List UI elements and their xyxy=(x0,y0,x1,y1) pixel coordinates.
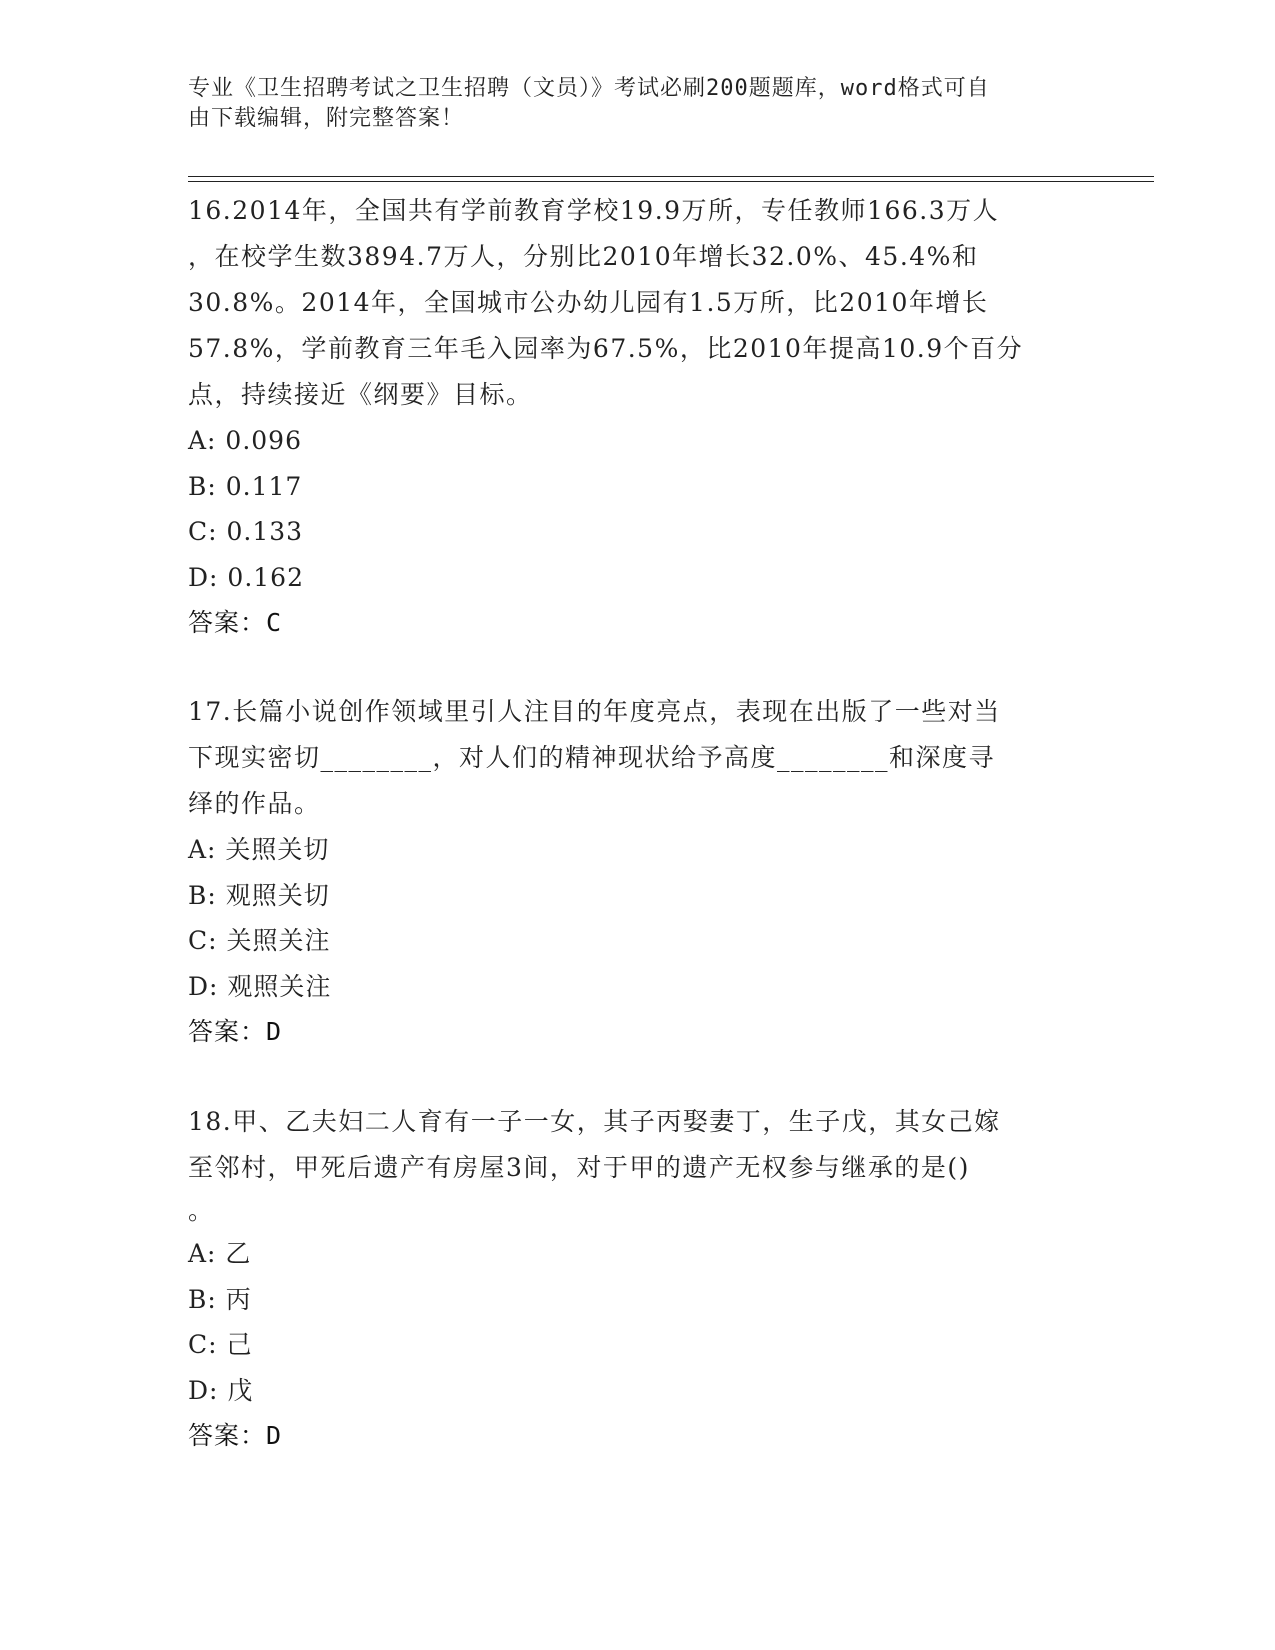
question-stem-line: 16.2014年，全国共有学前教育学校19.9万所，专任教师166.3万人 xyxy=(188,196,1000,225)
header-line-2: 由下载编辑，附完整答案！ xyxy=(188,106,465,131)
option-b: B: 丙 xyxy=(188,1284,252,1314)
document-header xyxy=(188,74,1068,134)
answer-line: 答案：D xyxy=(188,1017,283,1046)
option-d: D: 0.162 xyxy=(188,562,304,592)
question-stem-line: 17.长篇小说创作领域里引人注目的年度亮点，表现在出版了一些对当 xyxy=(188,697,1001,726)
question-17 xyxy=(188,689,1088,1055)
question-18 xyxy=(188,1099,1088,1459)
question-stem-tail: 。 xyxy=(188,1196,214,1225)
option-c: C: 0.133 xyxy=(188,517,304,546)
question-stem-line: 57.8%，学前教育三年毛入园率为67.5%，比2010年提高10.9个百分 xyxy=(188,334,1024,363)
question-stem-line: 18.甲、乙夫妇二人育有一子一女，其子丙娶妻丁，生子戊，其女己嫁 xyxy=(188,1107,1001,1136)
header-divider-bottom xyxy=(188,181,1154,182)
header-line-1: 专业《卫生招聘考试之卫生招聘（文员）》考试必刷200题题库，word格式可自 xyxy=(188,76,990,101)
question-stem-line: ，在校学生数3894.7万人，分别比2010年增长32.0%、45.4%和 xyxy=(188,242,979,271)
question-stem-line: 至邻村，甲死后遗产有房屋3间，对于甲的遗产无权参与继承的是() xyxy=(188,1153,970,1182)
option-c: C: 己 xyxy=(188,1330,253,1359)
option-d: D: 戊 xyxy=(188,1375,254,1405)
option-a: A: 乙 xyxy=(188,1239,252,1268)
question-stem-line: 30.8%。2014年，全国城市公办幼儿园有1.5万所，比2010年增长 xyxy=(188,288,989,317)
answer-line: 答案：D xyxy=(188,1421,283,1450)
option-c: C: 关照关注 xyxy=(188,926,331,955)
answer-line: 答案：C xyxy=(188,608,283,637)
option-b: B: 观照关切 xyxy=(188,880,330,910)
question-stem-line: 绎的作品。 xyxy=(188,789,321,818)
option-a: A: 关照关切 xyxy=(188,835,330,864)
option-d: D: 观照关注 xyxy=(188,971,332,1001)
question-16 xyxy=(188,188,1088,646)
question-stem-line: 下现实密切________，对人们的精神现状给予高度________和深度寻 xyxy=(188,743,996,772)
option-b: B: 0.117 xyxy=(188,471,303,501)
question-stem-line: 点，持续接近《纲要》目标。 xyxy=(188,380,533,409)
header-divider-top xyxy=(188,176,1154,177)
option-a: A: 0.096 xyxy=(188,426,302,455)
